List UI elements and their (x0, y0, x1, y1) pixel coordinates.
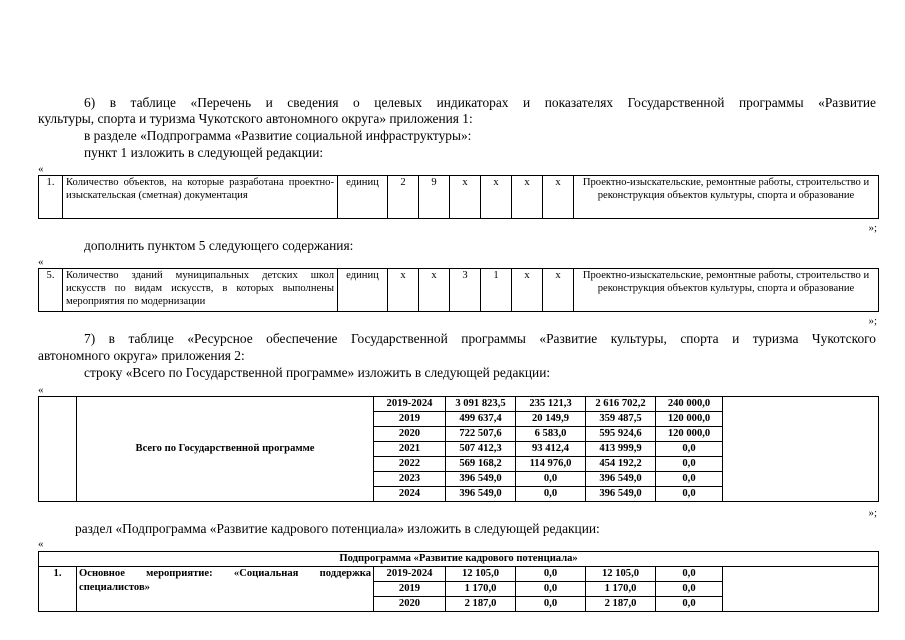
indicator-table-item-1 (38, 175, 879, 219)
period-cell: 2019 (374, 412, 446, 427)
value-cell: 3 (450, 269, 481, 312)
para7-line1: 7) в таблице «Ресурсное обеспечение Государственной программы «Развитие культуры, спорта и туризма Чукотского (84, 331, 876, 346)
indicator-table-item-5 (38, 268, 879, 312)
row-number: 1. (39, 176, 63, 219)
value-cell: 2 (388, 176, 419, 219)
unit-cell: единиц (338, 269, 388, 312)
amount-cell: 507 412,3 (446, 442, 516, 457)
amount-cell: 93 412,4 (516, 442, 586, 457)
amount-cell: 499 637,4 (446, 412, 516, 427)
action-cell: Проектно-изыскательские, ремонтные работы, строительство и реконструкция объектов культуры, спорта и образование (574, 269, 879, 312)
amount-cell: 396 549,0 (446, 487, 516, 502)
period-cell: 2024 (374, 487, 446, 502)
amount-cell: 12 105,0 (586, 567, 656, 582)
value-cell: 9 (419, 176, 450, 219)
amount-cell: 240 000,0 (656, 397, 723, 412)
amount-cell: 396 549,0 (446, 472, 516, 487)
para7-line3: строку «Всего по Государственной программе» изложить в следующей редакции: (84, 365, 551, 380)
value-cell: 1 (481, 269, 512, 312)
open-quote: « (38, 256, 44, 268)
close-quote: »; (868, 222, 877, 234)
amount-cell: 0,0 (656, 457, 723, 472)
close-quote: »; (868, 315, 877, 327)
amount-cell: 12 105,0 (446, 567, 516, 582)
amount-cell: 2 616 702,2 (586, 397, 656, 412)
unit-cell: единиц (338, 176, 388, 219)
para6-line4: пункт 1 изложить в следующей редакции: (84, 145, 324, 160)
value-cell: х (450, 176, 481, 219)
table-row (39, 397, 879, 412)
amount-cell: 2 187,0 (446, 597, 516, 612)
amount-cell: 722 507,6 (446, 427, 516, 442)
subprogram-table (38, 551, 879, 612)
amount-cell: 396 549,0 (586, 472, 656, 487)
period-cell: 2023 (374, 472, 446, 487)
open-quote: « (38, 384, 44, 396)
amount-cell: 0,0 (516, 487, 586, 502)
value-cell: х (512, 269, 543, 312)
para6-line2: культуры, спорта и туризма Чукотского автономного округа» приложения 1: (38, 111, 473, 126)
amount-cell: 0,0 (656, 582, 723, 597)
close-quote: »; (868, 507, 877, 519)
amount-cell: 454 192,2 (586, 457, 656, 472)
amount-cell: 569 168,2 (446, 457, 516, 472)
value-cell: х (388, 269, 419, 312)
amount-cell: 396 549,0 (586, 487, 656, 502)
amount-cell: 235 121,3 (516, 397, 586, 412)
amount-cell: 120 000,0 (656, 427, 723, 442)
para6-line3: в разделе «Подпрограмма «Развитие социальной инфраструктуры»: (84, 128, 472, 143)
empty-cell (723, 567, 879, 612)
value-cell: х (512, 176, 543, 219)
amount-cell: 0,0 (516, 567, 586, 582)
amount-cell: 0,0 (656, 442, 723, 457)
table-row (39, 269, 879, 312)
subprogram-header: Подпрограмма «Развитие кадрового потенциала» (39, 552, 879, 567)
table-row (39, 567, 879, 582)
period-cell: 2021 (374, 442, 446, 457)
para6-line1: 6) в таблице «Перечень и сведения о целевых индикаторах и показателях Государственной программы «Развитие (84, 95, 876, 110)
row-number: 5. (39, 269, 63, 312)
add-item-line: дополнить пунктом 5 следующего содержания: (84, 238, 354, 253)
amount-cell: 595 924,6 (586, 427, 656, 442)
table-row (39, 552, 879, 567)
open-quote: « (38, 538, 44, 550)
amount-cell: 2 187,0 (586, 597, 656, 612)
amount-cell: 120 000,0 (656, 412, 723, 427)
open-quote: « (38, 163, 44, 175)
period-cell: 2020 (374, 427, 446, 442)
amount-cell: 0,0 (516, 472, 586, 487)
action-cell: Проектно-изыскательские, ремонтные работы, строительство и реконструкция объектов культуры, спорта и образование (574, 176, 879, 219)
amount-cell: 413 999,9 (586, 442, 656, 457)
amount-cell: 0,0 (516, 597, 586, 612)
table-row (39, 176, 879, 219)
amount-cell: 114 976,0 (516, 457, 586, 472)
value-cell: х (543, 176, 574, 219)
period-cell: 2020 (374, 597, 446, 612)
amount-cell: 0,0 (656, 472, 723, 487)
activity-name: Основное мероприятие: «Социальная поддержка специалистов» (77, 567, 374, 612)
empty-number-cell (39, 397, 77, 502)
resource-total-table (38, 396, 879, 502)
amount-cell: 0,0 (656, 567, 723, 582)
period-cell: 2019-2024 (374, 567, 446, 582)
section-line: раздел «Подпрограмма «Развитие кадрового потенциала» изложить в следующей редакции: (75, 521, 600, 536)
row-number: 1. (39, 567, 77, 612)
amount-cell: 0,0 (656, 487, 723, 502)
para7-line2: автономного округа» приложения 2: (38, 348, 245, 363)
period-cell: 2019-2024 (374, 397, 446, 412)
empty-cell (723, 397, 879, 502)
amount-cell: 359 487,5 (586, 412, 656, 427)
value-cell: х (543, 269, 574, 312)
value-cell: х (481, 176, 512, 219)
amount-cell: 1 170,0 (446, 582, 516, 597)
period-cell: 2019 (374, 582, 446, 597)
amount-cell: 3 091 823,5 (446, 397, 516, 412)
period-cell: 2022 (374, 457, 446, 472)
amount-cell: 20 149,9 (516, 412, 586, 427)
total-label: Всего по Государственной программе (77, 397, 374, 502)
indicator-name: Количество зданий муниципальных детских школ искусств по видам искусств, в которых выполнены мероприятия по модернизации (63, 269, 338, 312)
amount-cell: 0,0 (656, 597, 723, 612)
indicator-name: Количество объектов, на которые разработана проектно-изыскательская (сметная) документация (63, 176, 338, 219)
amount-cell: 1 170,0 (586, 582, 656, 597)
amount-cell: 0,0 (516, 582, 586, 597)
value-cell: х (419, 269, 450, 312)
amount-cell: 6 583,0 (516, 427, 586, 442)
